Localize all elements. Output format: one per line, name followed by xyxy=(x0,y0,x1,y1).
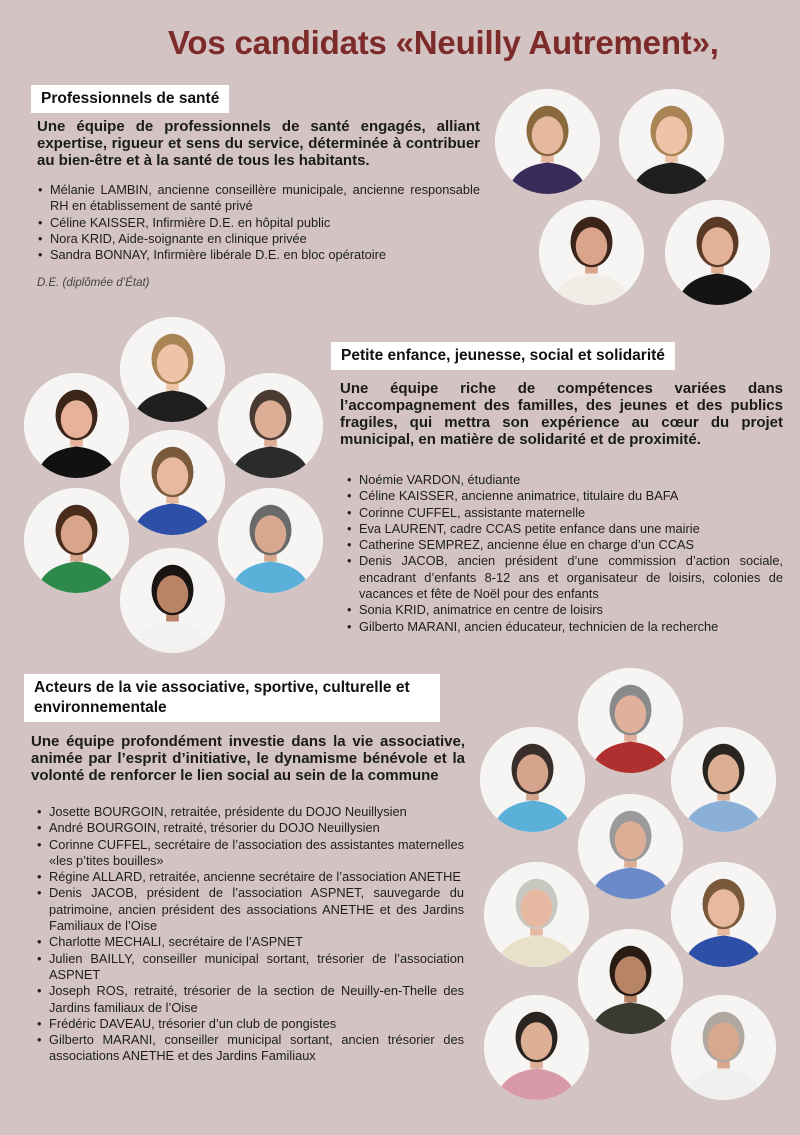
candidate-photo xyxy=(218,373,323,478)
candidate-photo xyxy=(578,794,683,899)
portrait-illustration xyxy=(484,995,589,1100)
list-item: • Charlotte MECHALI, secrétaire de l’ASPNET xyxy=(36,934,464,950)
candidate-photo xyxy=(120,430,225,535)
portrait-illustration xyxy=(495,89,600,194)
section-childhood-intro: Une équipe riche de compétences variées dans l’accompagnement des familles, des jeunes et des publics fragiles, qui mettra son expérience au cœur du projet municipal, en matière de solidarité et de proximité. xyxy=(340,380,783,448)
list-item: • Catherine SEMPREZ, ancienne élue en charge d’un CCAS xyxy=(346,537,783,553)
list-item: • Régine ALLARD, retraitée, ancienne secrétaire de l’association ANETHE xyxy=(36,869,464,885)
section-health-intro: Une équipe de professionnels de santé engagés, alliant expertise, rigueur et sens du service, déterminée à contribuer au bien-être et à la santé de tous les habitants. xyxy=(37,118,480,169)
candidate-photo xyxy=(578,668,683,773)
candidate-photo xyxy=(120,317,225,422)
list-item: • Sandra BONNAY, Infirmière libérale D.E. en bloc opératoire xyxy=(37,247,480,263)
candidate-photo xyxy=(578,929,683,1034)
list-item: • Denis JACOB, ancien président d’une commission d’action sociale, encadrant d’enfants 8-12 ans et organisateur de loisirs, colonies de vacances et fête de Noël pour des enfants xyxy=(346,553,783,602)
candidate-photo xyxy=(539,200,644,305)
portrait-illustration xyxy=(120,548,225,653)
list-item: • Corinne CUFFEL, secrétaire de l’association des assistantes maternelles «les p’tites bouilles» xyxy=(36,837,464,870)
list-item: • Noémie VARDON, étudiante xyxy=(346,472,783,488)
candidate-photo xyxy=(671,727,776,832)
portrait-illustration xyxy=(578,929,683,1034)
portrait-illustration xyxy=(120,430,225,535)
list-item: • Gilberto MARANI, conseiller municipal sortant, ancien trésorier des associations ANETHE et des Jardins Familiaux xyxy=(36,1032,464,1065)
section-associative-label: Acteurs de la vie associative, sportive, culturelle et environnementale xyxy=(24,674,440,722)
candidate-photo xyxy=(495,89,600,194)
portrait-illustration xyxy=(480,727,585,832)
portrait-illustration xyxy=(671,995,776,1100)
list-item: • Mélanie LAMBIN, ancienne conseillère municipale, ancienne responsable RH en établissement de santé privé xyxy=(37,182,480,215)
candidate-photo xyxy=(120,548,225,653)
candidate-photo xyxy=(665,200,770,305)
candidate-photo xyxy=(619,89,724,194)
portrait-illustration xyxy=(24,373,129,478)
list-item: • Sonia KRID, animatrice en centre de loisirs xyxy=(346,602,783,618)
section-associative-intro: Une équipe profondément investie dans la vie associative, animée par l’esprit d’initiative, le dynamisme bénévole et la volonté de renforcer le lien social au sein de la commune xyxy=(31,733,465,784)
list-item: • Nora KRID, Aide-soignante en clinique privée xyxy=(37,231,480,247)
portrait-illustration xyxy=(665,200,770,305)
candidate-photo xyxy=(24,373,129,478)
portrait-illustration xyxy=(218,373,323,478)
list-item: • Corinne CUFFEL, assistante maternelle xyxy=(346,505,783,521)
section-childhood-label: Petite enfance, jeunesse, social et solidarité xyxy=(331,342,675,370)
portrait-illustration xyxy=(671,862,776,967)
candidate-photo xyxy=(24,488,129,593)
list-item: • André BOURGOIN, retraité, trésorier du DOJO Neuillysien xyxy=(36,820,464,836)
portrait-illustration xyxy=(671,727,776,832)
list-item: • Julien BAILLY, conseiller municipal sortant, trésorier de l’association ASPNET xyxy=(36,951,464,984)
portrait-illustration xyxy=(539,200,644,305)
list-item: • Denis JACOB, président de l’association ASPNET, sauvegarde du patrimoine, ancien président des associations ANETHE et des Jardins Familiaux de l’Oise xyxy=(36,885,464,934)
list-item: • Céline KAISSER, Infirmière D.E. en hôpital public xyxy=(37,215,480,231)
list-item: • Céline KAISSER, ancienne animatrice, titulaire du BAFA xyxy=(346,488,783,504)
candidate-photo xyxy=(484,862,589,967)
footnote: D.E. (diplômée d’État) xyxy=(37,277,150,289)
section-health-label: Professionnels de santé xyxy=(31,85,229,113)
list-item: • Joseph ROS, retraité, trésorier de la section de Neuilly-en-Thelle des Jardins familiaux de l’Oise xyxy=(36,983,464,1016)
list-item: • Eva LAURENT, cadre CCAS petite enfance dans une mairie xyxy=(346,521,783,537)
page-title: Vos candidats «Neuilly Autrement», xyxy=(168,24,719,61)
portrait-illustration xyxy=(578,668,683,773)
portrait-illustration xyxy=(578,794,683,899)
candidate-photo xyxy=(218,488,323,593)
section-childhood-list xyxy=(346,472,783,635)
list-item: • Josette BOURGOIN, retraitée, présidente du DOJO Neuillysien xyxy=(36,804,464,820)
portrait-illustration xyxy=(218,488,323,593)
list-item: • Gilberto MARANI, ancien éducateur, technicien de la recherche xyxy=(346,619,783,635)
section-health-list xyxy=(37,182,480,263)
portrait-illustration xyxy=(484,862,589,967)
section-associative-list xyxy=(36,804,464,1065)
portrait-illustration xyxy=(24,488,129,593)
candidate-photo xyxy=(671,862,776,967)
list-item: • Frédéric DAVEAU, trésorier d’un club de pongistes xyxy=(36,1016,464,1032)
portrait-illustration xyxy=(120,317,225,422)
portrait-illustration xyxy=(619,89,724,194)
candidate-photo xyxy=(484,995,589,1100)
candidate-photo xyxy=(480,727,585,832)
candidate-photo xyxy=(671,995,776,1100)
